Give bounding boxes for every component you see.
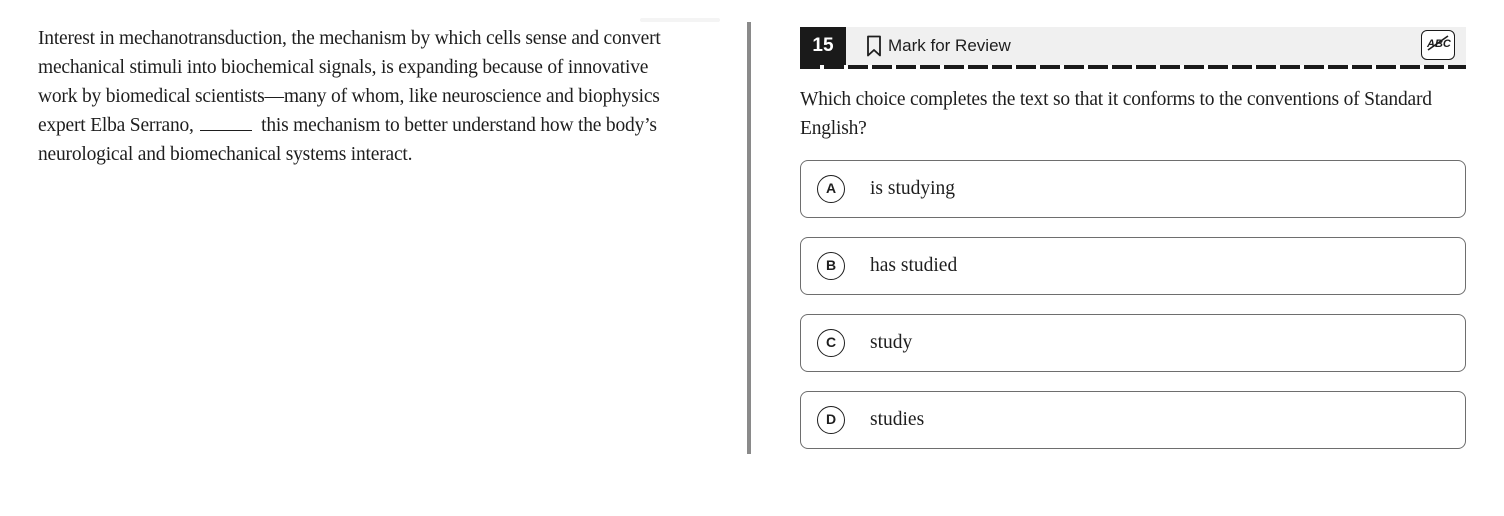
choice-a-text: is studying [870, 178, 956, 199]
passage-before-blank: Interest in mechanotransduction, the mechanism by which cells sense and convert mechanical stimuli into biochemical signals, is expanding because of innovative work by biomedical scientists—many of whom, like neuroscience and biophysics expert Elba Serrano, [38, 28, 661, 136]
choice-a-letter: A [817, 175, 845, 203]
pane-resize-handle [640, 18, 720, 22]
passage-text [38, 24, 688, 169]
choice-d[interactable] [800, 391, 1466, 449]
answer-eliminator-button[interactable] [1421, 30, 1455, 60]
question-header-rule [800, 65, 1466, 69]
strikethrough-abc-icon [1425, 33, 1451, 57]
choice-c-letter: C [817, 329, 845, 357]
pane-divider[interactable] [747, 22, 751, 454]
choice-b-text: has studied [870, 255, 958, 276]
mark-for-review-label: Mark for Review [888, 36, 1011, 55]
choice-c-text: study [870, 332, 913, 353]
question-number: 15 [800, 27, 846, 65]
bookmark-icon [866, 35, 882, 57]
choice-a[interactable] [800, 160, 1466, 218]
choice-c[interactable] [800, 314, 1466, 372]
choice-b-letter: B [817, 252, 845, 280]
choice-d-letter: D [817, 406, 845, 434]
svg-text:ABC: ABC [1427, 38, 1451, 50]
passage-blank [200, 113, 252, 131]
choice-d-text: studies [870, 409, 925, 430]
choice-b[interactable] [800, 237, 1466, 295]
mark-for-review-button[interactable] [866, 27, 1011, 65]
passage-after-blank: this mechanism to better understand how the body’s neurological and biomechanical systems interact. [38, 115, 657, 165]
question-prompt: Which choice completes the text so that it conforms to the conventions of Standard English? [800, 89, 1432, 139]
